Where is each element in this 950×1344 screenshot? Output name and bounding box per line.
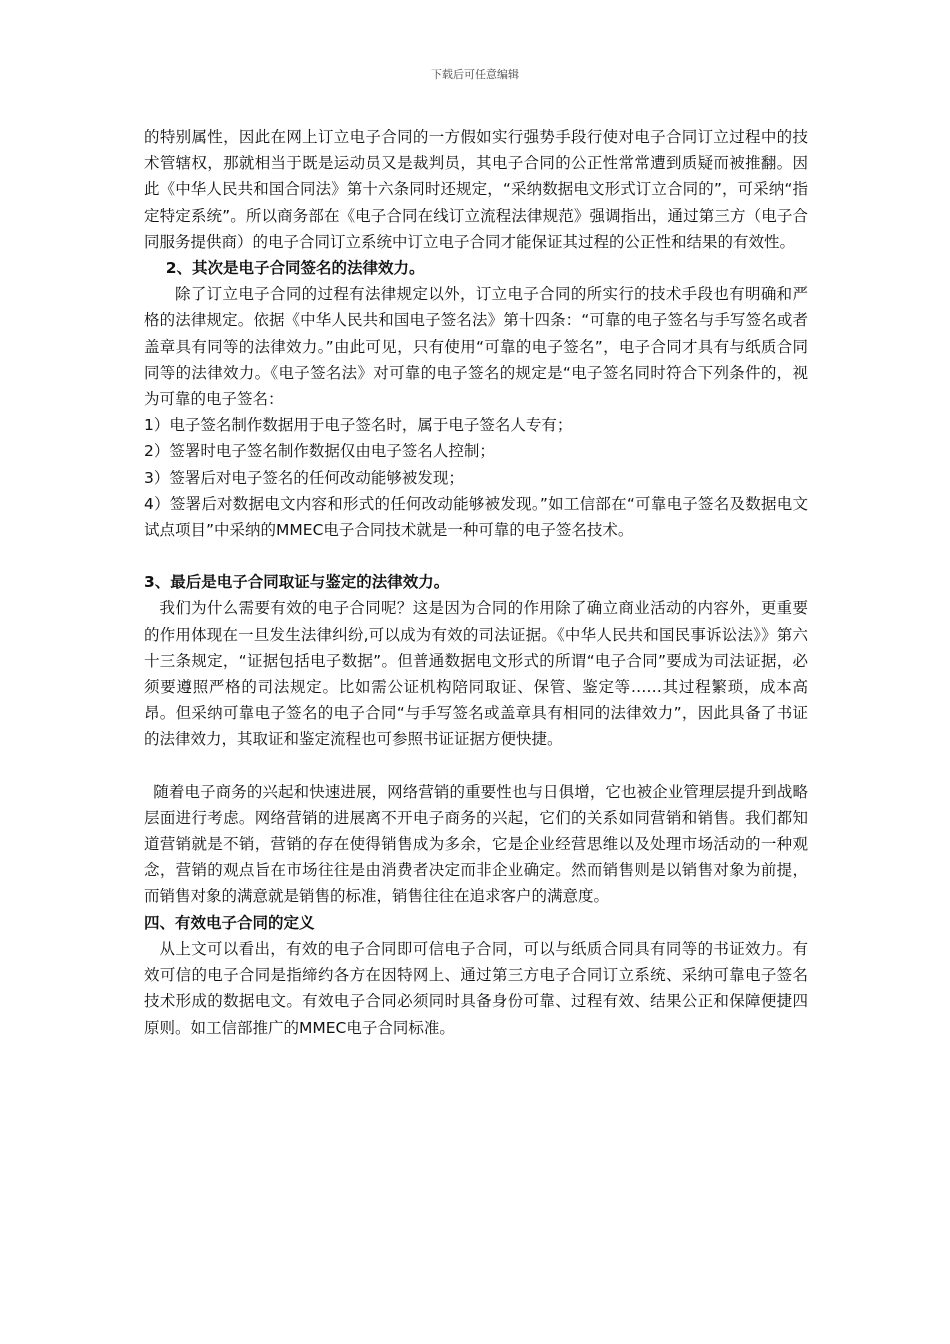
document-body: [144, 124, 808, 1041]
list-item: 4）签署后对数据电文内容和形式的任何改动能够被发现。”如工信部在“可靠电子签名及数据电文试点项目”中采纳的MMEC电子合同技术就是一种可靠的电子签名技术。: [144, 494, 808, 540]
paragraph-evidence: 我们为什么需要有效的电子合同呢？这是因为合同的作用除了确立商业活动的内容外，更重要的作用体现在一旦发生法律纠纷,可以成为有效的司法证据。《中华人民共和国民事诉讼法》》第六十三条规定，“证据包括电子数据”。但普通数据电文形式的所谓“电子合同”要成为司法证据，必须要遵照严格的司法规定。比如需公证机构陪同取证、保管、鉴定等……其过程繁琐，成本高昂。但采纳可靠电子签名的电子合同“与手写签名或盖章具有相同的法律效力”，因此具备了书证的法律效力，其取证和鉴定流程也可参照书证证据方便快捷。: [144, 599, 808, 749]
list-item: 1）电子签名制作数据用于电子签名时，属于电子签名人专有；: [144, 416, 573, 435]
paragraph-definition: 从上文可以看出，有效的电子合同即可信电子合同，可以与纸质合同具有同等的书证效力。有效可信的电子合同是指缔约各方在因特网上、通过第三方电子合同订立系统、采纳可靠电子签名技术形成的数据电文。有效电子合同必须同时具备身份可靠、过程有效、结果公正和保障便捷四原则。如工信部推广的MMEC电子合同标准。: [144, 939, 808, 1037]
list-item: 3）签署后对电子签名的任何改动能够被发现；: [144, 468, 464, 487]
spacer: [144, 753, 808, 779]
list-item: 2）签署时电子签名制作数据仅由电子签名人控制；: [144, 442, 495, 461]
section-heading-evidence: 3、最后是电子合同取证与鉴定的法律效力。: [144, 573, 450, 592]
section-heading-definition: 四、有效电子合同的定义: [144, 913, 315, 932]
paragraph-contract-fairness: 的特别属性，因此在网上订立电子合同的一方假如实行强势手段行使对电子合同订立过程中的技术管辖权，那就相当于既是运动员又是裁判员，其电子合同的公正性常常遭到质疑而被推翻。因此《中华人民共和国合同法》第十六条同时还规定，“采纳数据电文形式订立合同的”，可采纳“指定特定系统”。所以商务部在《电子合同在线订立流程法律规范》强调指出，通过第三方（电子合同服务提供商）的电子合同订立系统中订立电子合同才能保证其过程的公正性和结果的有效性。: [144, 128, 808, 251]
paragraph-signature-law: 除了订立电子合同的过程有法律规定以外，订立电子合同的所实行的技术手段也有明确和严格的法律规定。依据《中华人民共和国电子签名法》第十四条：“可靠的电子签名与手写签名或者盖章具有同等的法律效力。”由此可见，只有使用“可靠的电子签名”，电子合同才具有与纸质合同同等的法律效力。《电子签名法》对可靠的电子签名的规定是“电子签名同时符合下列条件的，视为可靠的电子签名：: [144, 285, 808, 409]
section-heading-signature: 2、其次是电子合同签名的法律效力。: [165, 259, 425, 278]
spacer: [144, 543, 808, 569]
paragraph-marketing: 随着电子商务的兴起和快速进展，网络营销的重要性也与日俱增，它也被企业管理层提升到战略层面进行考虑。网络营销的进展离不开电子商务的兴起，它们的关系如同营销和销售。我们都知道营销就是不销，营销的存在使得销售成为多余，它是企业经营思维以及处理市场活动的一种观念，营销的观点旨在市场往往是由消费者决定而非企业确定。然而销售则是以销售对象为前提，而销售对象的满意就是销售的标准，销售往往在追求客户的满意度。: [144, 782, 808, 906]
page-header: 下载后可任意编辑: [431, 68, 519, 81]
